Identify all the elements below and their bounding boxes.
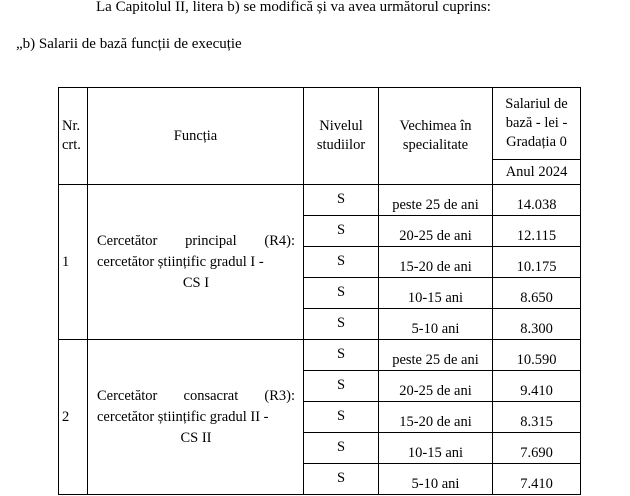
header-nr: Nr. crt. [59,88,88,185]
header-row [59,88,581,160]
cell-vechime: 15-20 de ani [379,402,493,433]
header-an: Anul 2024 [493,160,581,185]
cell-salariu: 14.038 [493,185,581,216]
cell-nivel: S [304,371,379,402]
cell-salariu: 9.410 [493,371,581,402]
cell-nivel: S [304,278,379,309]
table-row [59,185,581,216]
header-salariu: Salariul de bază - lei - Gradația 0 [493,88,581,160]
cell-salariu: 8.300 [493,309,581,340]
cell-salariu: 8.315 [493,402,581,433]
cell-vechime: peste 25 de ani [379,185,493,216]
cell-salariu: 7.410 [493,464,581,495]
cell-vechime: 15-20 de ani [379,247,493,278]
row-nr: 1 [59,185,88,340]
cell-nivel: S [304,340,379,371]
section-subtitle: „b) Salarii de bază funcții de execuție [16,36,242,52]
cell-salariu: 10.590 [493,340,581,371]
functia-text: Cercetător consacrat (R3): cercetător științific gradul II - [97,387,295,425]
functia-code: CS II [180,429,212,446]
table-row [59,340,581,371]
header-nivel: Nivelul studiilor [304,88,379,185]
header-vechime: Vechimea în specialitate [379,88,493,185]
cell-salariu: 12.115 [493,216,581,247]
cell-vechime: 20-25 de ani [379,371,493,402]
row-nr: 2 [59,340,88,495]
cell-vechime: 20-25 de ani [379,216,493,247]
cell-vechime: 10-15 ani [379,278,493,309]
cell-vechime: peste 25 de ani [379,340,493,371]
row-functia [88,340,304,495]
cell-nivel: S [304,247,379,278]
salary-table [58,87,581,495]
cell-nivel: S [304,433,379,464]
cell-salariu: 7.690 [493,433,581,464]
cell-nivel: S [304,464,379,495]
row-functia [88,185,304,340]
cell-vechime: 10-15 ani [379,433,493,464]
cell-vechime: 5-10 ani [379,464,493,495]
functia-text: Cercetător principal (R4): cercetător științific gradul I - [97,232,295,270]
cell-nivel: S [304,185,379,216]
cell-nivel: S [304,216,379,247]
functia-code: CS I [182,274,210,291]
cell-salariu: 10.175 [493,247,581,278]
cell-salariu: 8.650 [493,278,581,309]
header-functia: Funcția [88,88,304,185]
cell-nivel: S [304,402,379,433]
intro-text: La Capitolul II, litera b) se modifică și va avea următorul cuprins: [96,0,491,15]
cell-vechime: 5-10 ani [379,309,493,340]
cell-nivel: S [304,309,379,340]
